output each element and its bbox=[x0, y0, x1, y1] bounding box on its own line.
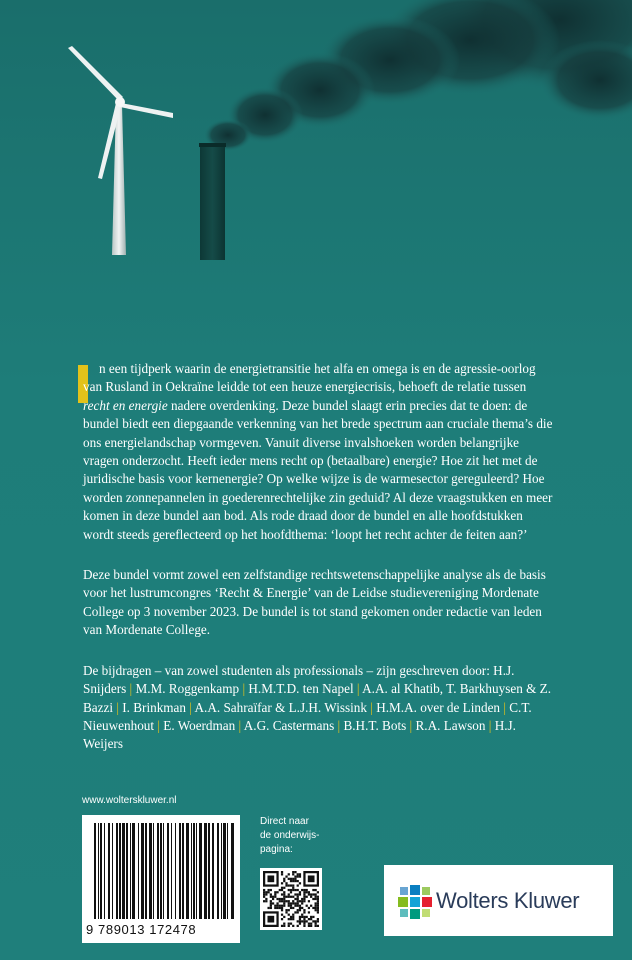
author-name: H.M.T.D. ten Napel bbox=[248, 681, 354, 697]
authors-intro: De bijdragen – van zowel studenten als professionals – zijn geschreven door: bbox=[83, 662, 490, 678]
author-name: B.H.T. Bots bbox=[343, 717, 407, 733]
author-separator: | bbox=[186, 699, 195, 715]
author-separator: | bbox=[239, 681, 249, 697]
author-name: A.G. Castermans bbox=[243, 717, 335, 733]
author-separator: | bbox=[154, 717, 164, 733]
blurb-paragraph-2: Deze bundel vormt zowel een zelfstandige rechtswetenschappelijke analyse als de basis voor het lustrumcongres ‘Recht & Energie’ van de Leidse studievereniging Mordenate College op 3 november 2023. De bundel is tot stand gekomen onder redactie van leden van Mordenate College. bbox=[83, 567, 546, 638]
blurb-para1-lead: n een tijdperk waarin de energietransitie het alfa en omega is en de agressie-oorlog van Rusland in Oekraïne leidde tot een heuze energiecrisis, behoeft de relatie tussen bbox=[83, 361, 536, 395]
author-separator: | bbox=[235, 717, 244, 733]
wolters-kluwer-logo-icon bbox=[398, 885, 432, 919]
author-name: H.M.A. over de Linden bbox=[376, 699, 501, 715]
author-separator: | bbox=[353, 681, 363, 697]
author-name: H.J. Weijers bbox=[83, 717, 516, 752]
authors-paragraph bbox=[83, 662, 553, 754]
blurb-paragraph-1 bbox=[83, 360, 553, 544]
blurb-text bbox=[83, 360, 553, 776]
author-separator: | bbox=[406, 717, 416, 733]
author-name: M.M. Roggenkamp bbox=[135, 681, 240, 697]
author-separator: | bbox=[500, 699, 510, 715]
author-name: I. Brinkman bbox=[122, 699, 186, 715]
qr-code-pattern bbox=[260, 868, 322, 930]
author-separator: | bbox=[485, 717, 495, 733]
isbn-barcode bbox=[82, 815, 240, 943]
publisher-name: Wolters Kluwer bbox=[436, 888, 580, 913]
qr-label-line-2: de onderwijs- bbox=[260, 830, 320, 841]
barcode-digits: 9 789013 172478 bbox=[86, 922, 197, 937]
blurb-para1-emphasis: recht en energie bbox=[83, 397, 168, 413]
publisher-logo bbox=[384, 865, 613, 936]
author-name: R.A. Lawson bbox=[415, 717, 486, 733]
qr-label-line-3: pagina: bbox=[260, 844, 293, 855]
author-separator: | bbox=[334, 717, 344, 733]
chimney bbox=[200, 143, 225, 260]
wind-turbine-and-chimney-illustration bbox=[0, 0, 632, 330]
qr-label-line-1: Direct naar bbox=[260, 816, 309, 827]
author-separator: | bbox=[367, 699, 377, 715]
qr-label bbox=[260, 815, 350, 857]
qr-code[interactable] bbox=[260, 868, 322, 930]
author-separator: | bbox=[113, 699, 123, 715]
author-name: A.A. Sahraïfar & L.J.H. Wissink bbox=[194, 699, 367, 715]
author-name: E. Woerdman bbox=[163, 717, 236, 733]
author-name: C.T. Nieuwenhout bbox=[83, 699, 532, 733]
smoke-plume bbox=[204, 0, 632, 151]
website-link[interactable]: www.wolterskluwer.nl bbox=[82, 795, 177, 806]
author-name: H.J. Snijders bbox=[83, 662, 515, 697]
author-separator: | bbox=[126, 681, 136, 697]
blurb-para1-rest: nadere overdenking. Deze bundel slaagt erin precies dat te doen: de bundel biedt een diepgaande verkenning van het brede spectrum aan cruciale thema’s die ons energielandschap vormgeven. Vanuit diverse invalshoeken worden belangrijke vragen onderzocht. Heeft ieder mens recht op (betaalbare) energie? Hoe zit het met de juridische basis voor kernenergie? Op welke wijze is de warmesector gereguleerd? Hoe worden zonnepannelen in goederenrechtelijke zin geduid? Al deze vraagstukken en meer komen in deze bundel aan bod. Als rode draad door de bundel en alle hoofdstukken wordt steeds gereflecteerd op het hoofdthema: ‘loopt het recht achter de feiten aan?’ bbox=[83, 397, 553, 542]
author-name: A.A. al Khatib, T. Barkhuysen & Z. Bazzi bbox=[83, 681, 551, 715]
